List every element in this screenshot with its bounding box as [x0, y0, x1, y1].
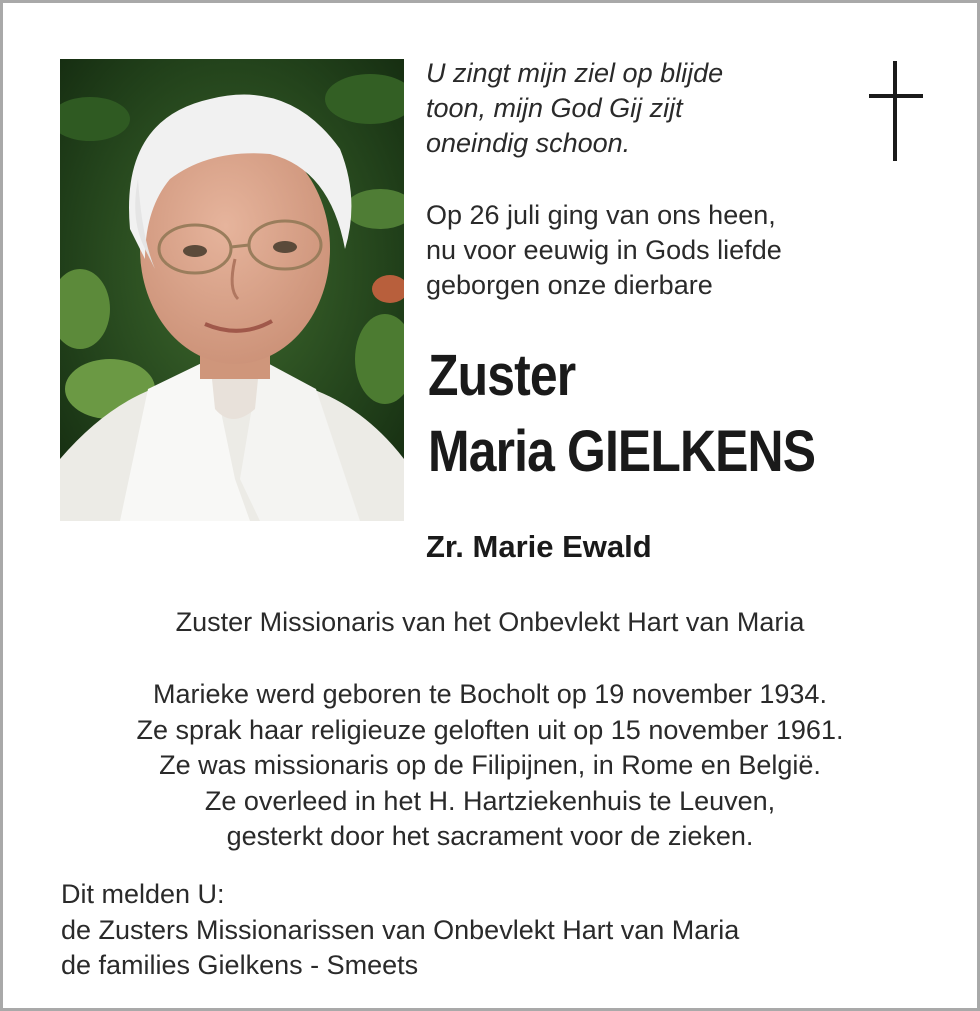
biography	[3, 677, 977, 855]
signoff-line: de Zusters Missionarissen van Onbevlekt Hart van Maria	[61, 914, 740, 945]
signoff-line: de families Gielkens - Smeets	[61, 950, 419, 980]
deceased-name	[428, 338, 815, 490]
biography-line: Ze overleed in het H. Hartziekenhuis te Leuven,	[204, 785, 776, 816]
deceased-full-name: Maria GIELKENS	[428, 419, 816, 484]
signoff	[61, 877, 739, 984]
verse-line: U zingt mijn ziel op blijde	[426, 58, 724, 88]
deceased-title: Zuster	[428, 343, 576, 408]
biography-line: gesterkt door het sacrament voor de zieken.	[226, 821, 754, 851]
biography-line: Ze was missionaris op de Filipijnen, in Rome en België.	[159, 750, 821, 780]
signoff-line: Dit melden U:	[61, 879, 225, 909]
biography-line: Ze sprak haar religieuze geloften uit op 15 november 1961.	[136, 714, 844, 745]
latin-cross-icon	[865, 61, 925, 161]
portrait-photo	[60, 59, 404, 521]
verse-line: toon, mijn God Gij zijt	[426, 93, 683, 123]
religious-name: Zr. Marie Ewald	[426, 529, 652, 564]
intro-line: Op 26 juli ging van ons heen,	[426, 200, 776, 230]
congregation-name: Zuster Missionaris van het Onbevlekt Hart van Maria	[175, 607, 805, 637]
memorial-verse	[426, 56, 846, 161]
verse-line: oneindig schoon.	[426, 128, 631, 158]
death-announcement	[426, 198, 782, 303]
intro-line: geborgen onze dierbare	[426, 270, 713, 300]
biography-line: Marieke werd geboren te Bocholt op 19 november 1934.	[153, 679, 827, 709]
intro-line: nu voor eeuwig in Gods liefde	[426, 235, 782, 265]
